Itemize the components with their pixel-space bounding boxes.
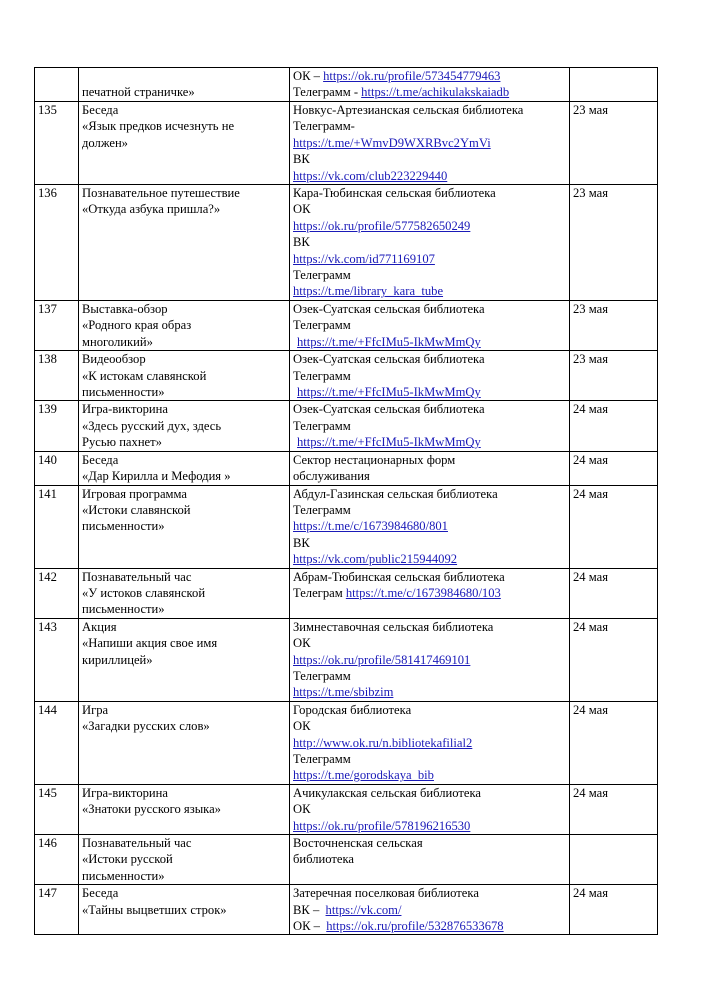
place-text: ОК xyxy=(293,636,311,651)
event-line: «Откуда азбука пришла?» xyxy=(82,202,221,217)
place-text: Затеречная поселковая библиотека xyxy=(293,886,479,901)
place-link[interactable]: http://www.ok.ru/n.bibliotekafilial2 xyxy=(293,735,473,750)
event-line: Познавательное путешествие xyxy=(82,186,240,201)
event-cell xyxy=(79,351,290,401)
place-cell xyxy=(290,68,570,102)
place-line xyxy=(293,151,566,167)
place-line xyxy=(293,635,566,651)
place-link[interactable]: https://t.me/sbibzim xyxy=(293,685,394,700)
place-line xyxy=(293,502,566,518)
place-text: обслуживания xyxy=(293,469,370,484)
row-number: 142 xyxy=(35,568,79,618)
place-cell xyxy=(290,301,570,351)
place-line xyxy=(293,168,566,184)
event-cell xyxy=(79,618,290,701)
event-cell xyxy=(79,885,290,935)
place-line xyxy=(293,283,566,299)
event-line: «К истокам славянской xyxy=(82,368,207,383)
table-row xyxy=(35,102,658,185)
place-text: Озек-Суатская сельская библиотека xyxy=(293,352,485,367)
event-cell xyxy=(79,301,290,351)
place-cell xyxy=(290,351,570,401)
place-cell xyxy=(290,485,570,568)
event-line: Акция xyxy=(82,619,117,634)
place-text: Городская библиотека xyxy=(293,702,412,717)
place-line xyxy=(293,735,566,751)
place-line xyxy=(293,234,566,250)
place-text: Телеграмм xyxy=(293,318,351,333)
event-cell xyxy=(79,784,290,834)
event-line: кириллицей» xyxy=(82,652,153,667)
row-number: 139 xyxy=(35,401,79,451)
place-link[interactable]: https://vk.com/id771169107 xyxy=(293,251,435,266)
place-link[interactable]: https://t.me/achikulakskaiadb xyxy=(361,85,510,100)
place-text: Озек-Суатская сельская библиотека xyxy=(293,302,485,317)
table-row xyxy=(35,835,658,885)
event-line: Познавательный час xyxy=(82,836,192,851)
place-cell xyxy=(290,784,570,834)
place-text: Кара-Тюбинская сельская библиотека xyxy=(293,186,496,201)
table-row xyxy=(35,451,658,485)
event-cell xyxy=(79,401,290,451)
row-number: 140 xyxy=(35,451,79,485)
place-text: ВК xyxy=(293,152,310,167)
event-line: печатной страничке» xyxy=(82,85,195,100)
event-line xyxy=(82,68,286,84)
place-text: Телеграмм xyxy=(293,502,351,517)
event-line: «Загадки русских слов» xyxy=(82,719,210,734)
place-text: Абрам-Тюбинская сельская библиотека xyxy=(293,569,505,584)
place-line xyxy=(293,68,566,84)
place-line xyxy=(293,267,566,283)
place-text: Восточненская сельская xyxy=(293,836,423,851)
event-date xyxy=(570,68,658,102)
place-line xyxy=(293,317,566,333)
place-text: Телеграмм xyxy=(293,368,351,383)
place-link[interactable]: https://vk.com/club223229440 xyxy=(293,168,448,183)
event-date: 24 мая xyxy=(570,701,658,784)
event-cell xyxy=(79,185,290,301)
place-line xyxy=(293,201,566,217)
event-line: «Знатоки русского языка» xyxy=(82,802,221,817)
events-table xyxy=(34,67,658,935)
place-line xyxy=(293,102,566,118)
table-row xyxy=(35,885,658,935)
event-line: «Язык предков исчезнуть не xyxy=(82,119,235,134)
table-row xyxy=(35,701,658,784)
place-cell xyxy=(290,885,570,935)
place-prefix: ВК – xyxy=(293,902,326,917)
place-line xyxy=(293,801,566,817)
table-row xyxy=(35,351,658,401)
event-date: 24 мая xyxy=(570,451,658,485)
table-row xyxy=(35,401,658,451)
place-line xyxy=(293,518,566,534)
event-date: 23 мая xyxy=(570,102,658,185)
place-link[interactable]: https://t.me/+FfcIMu5-IkMwMmQy xyxy=(297,334,481,349)
place-text: Телеграмм xyxy=(293,418,351,433)
event-line: письменности» xyxy=(82,868,165,883)
place-line xyxy=(293,785,566,801)
row-number: 143 xyxy=(35,618,79,701)
event-date xyxy=(570,835,658,885)
place-cell xyxy=(290,701,570,784)
place-link[interactable]: https://t.me/gorodskaya_bib xyxy=(293,768,434,783)
event-line: «Здесь русский дух, здесь xyxy=(82,418,222,433)
place-line xyxy=(293,185,566,201)
place-link[interactable]: https://t.me/library_kara_tube xyxy=(293,284,444,299)
place-line xyxy=(293,619,566,635)
event-date: 23 мая xyxy=(570,351,658,401)
place-line xyxy=(293,301,566,317)
place-line xyxy=(293,818,566,834)
event-line: «Напиши акция свое имя xyxy=(82,636,218,651)
place-link[interactable]: https://t.me/c/1673984680/103 xyxy=(345,585,501,600)
place-line xyxy=(293,652,566,668)
place-line xyxy=(293,251,566,267)
event-cell xyxy=(79,451,290,485)
place-prefix: ОК – xyxy=(293,69,324,83)
row-number: 146 xyxy=(35,835,79,885)
event-date: 24 мая xyxy=(570,784,658,834)
place-line xyxy=(293,84,566,100)
event-cell xyxy=(79,835,290,885)
place-prefix: Телеграм xyxy=(293,585,346,600)
event-line: письменности» xyxy=(82,602,165,617)
event-line: «У истоков славянской xyxy=(82,585,206,600)
place-link[interactable]: https://t.me/+FfcIMu5-IkMwMmQy xyxy=(297,435,481,450)
place-text: ВК xyxy=(293,535,310,550)
place-line xyxy=(293,434,566,450)
place-link[interactable]: https://vk.com/ xyxy=(325,902,402,917)
place-line xyxy=(293,702,566,718)
place-text: Телеграмм- xyxy=(293,119,355,134)
place-cell xyxy=(290,451,570,485)
place-text: Зимнеставочная сельская библиотека xyxy=(293,619,494,634)
row-number: 138 xyxy=(35,351,79,401)
place-text: Ачикулакская сельская библиотека xyxy=(293,785,481,800)
place-prefix: Телеграмм - xyxy=(293,85,362,100)
place-line xyxy=(293,351,566,367)
event-line: Игра-викторина xyxy=(82,785,168,800)
event-line: письменности» xyxy=(82,519,165,534)
place-cell xyxy=(290,102,570,185)
place-text: Телеграмм xyxy=(293,268,351,283)
row-number: 137 xyxy=(35,301,79,351)
place-text: Телеграмм xyxy=(293,668,351,683)
event-cell xyxy=(79,701,290,784)
place-line xyxy=(293,401,566,417)
place-line xyxy=(293,468,566,484)
event-line: Беседа xyxy=(82,103,119,117)
row-number: 147 xyxy=(35,885,79,935)
event-line: Видеообзор xyxy=(82,352,146,367)
place-text: библиотека xyxy=(293,852,355,867)
place-text: Озек-Суатская сельская библиотека xyxy=(293,402,485,417)
place-line xyxy=(293,885,566,901)
place-text: Телеграмм xyxy=(293,752,351,766)
event-line: Беседа xyxy=(82,886,119,901)
table-row xyxy=(35,485,658,568)
event-cell xyxy=(79,68,290,102)
place-line xyxy=(293,418,566,434)
place-line xyxy=(293,135,566,151)
place-link[interactable]: https://ok.ru/profile/532876533678 xyxy=(326,919,504,934)
place-line xyxy=(293,334,566,350)
event-line: «Истоки славянской xyxy=(82,502,191,517)
row-number: 145 xyxy=(35,784,79,834)
event-line: Беседа xyxy=(82,452,119,467)
place-text: Новкус-Артезианская сельская библиотека xyxy=(293,103,524,117)
event-line: должен» xyxy=(82,135,128,150)
event-line: многоликий» xyxy=(82,334,153,349)
event-line: Выставка-обзор xyxy=(82,302,168,317)
place-line xyxy=(293,535,566,551)
place-line xyxy=(293,718,566,734)
place-text: ОК xyxy=(293,719,311,734)
place-cell xyxy=(290,401,570,451)
event-line: письменности» xyxy=(82,385,165,400)
event-line: Русью пахнет» xyxy=(82,435,162,450)
event-line: Познавательный час xyxy=(82,569,192,584)
place-link[interactable]: https://ok.ru/profile/577582650249 xyxy=(293,218,471,233)
place-line xyxy=(293,569,566,585)
place-cell xyxy=(290,568,570,618)
place-line xyxy=(293,486,566,502)
place-cell xyxy=(290,185,570,301)
event-line: Игровая программа xyxy=(82,486,187,501)
event-line: Игра xyxy=(82,702,109,717)
place-text: ОК xyxy=(293,202,311,217)
event-date: 24 мая xyxy=(570,885,658,935)
place-line xyxy=(293,551,566,567)
place-line xyxy=(293,118,566,134)
place-link[interactable]: https://t.me/+FfcIMu5-IkMwMmQy xyxy=(297,385,481,400)
event-line: «Тайны выцветших строк» xyxy=(82,902,227,917)
events-table-body xyxy=(35,68,658,935)
event-date: 24 мая xyxy=(570,568,658,618)
event-date: 24 мая xyxy=(570,618,658,701)
place-cell xyxy=(290,618,570,701)
place-line xyxy=(293,835,566,851)
event-cell xyxy=(79,485,290,568)
table-row xyxy=(35,618,658,701)
table-row xyxy=(35,301,658,351)
place-link[interactable]: https://t.me/c/1673984680/801 xyxy=(293,519,448,534)
place-line xyxy=(293,751,566,767)
place-prefix: ОК – xyxy=(293,919,327,934)
event-line: «Дар Кирилла и Мефодия » xyxy=(82,469,231,484)
place-link[interactable]: https://ok.ru/profile/581417469101 xyxy=(293,652,471,667)
row-number xyxy=(35,68,79,102)
row-number: 136 xyxy=(35,185,79,301)
event-line: Игра-викторина xyxy=(82,402,168,417)
place-text: Сектор нестационарных форм xyxy=(293,452,456,467)
place-link[interactable]: https://ok.ru/profile/573454779463 xyxy=(323,69,501,83)
event-line: «Истоки русской xyxy=(82,852,173,867)
place-link[interactable]: https://t.me/+WmvD9WXRBvc2YmVi xyxy=(293,135,491,150)
row-number: 135 xyxy=(35,102,79,185)
place-line xyxy=(293,585,566,601)
table-row xyxy=(35,68,658,102)
place-line xyxy=(293,384,566,400)
place-link[interactable]: https://vk.com/public215944092 xyxy=(293,552,458,567)
event-date: 24 мая xyxy=(570,401,658,451)
event-cell xyxy=(79,568,290,618)
place-cell xyxy=(290,835,570,885)
table-row xyxy=(35,185,658,301)
place-text: Абдул-Газинская сельская библиотека xyxy=(293,486,498,501)
event-date: 23 мая xyxy=(570,301,658,351)
place-link[interactable]: https://ok.ru/profile/578196216530 xyxy=(293,818,471,833)
place-line xyxy=(293,668,566,684)
table-row xyxy=(35,784,658,834)
place-text: ВК xyxy=(293,235,310,250)
place-line xyxy=(293,918,566,934)
place-line xyxy=(293,902,566,918)
place-line xyxy=(293,368,566,384)
row-number: 141 xyxy=(35,485,79,568)
event-date: 24 мая xyxy=(570,485,658,568)
place-line xyxy=(293,452,566,468)
event-date: 23 мая xyxy=(570,185,658,301)
table-row xyxy=(35,568,658,618)
place-line xyxy=(293,218,566,234)
event-cell xyxy=(79,102,290,185)
place-line xyxy=(293,851,566,867)
event-line: «Родного края образ xyxy=(82,318,192,333)
row-number: 144 xyxy=(35,701,79,784)
place-text: ОК xyxy=(293,802,311,817)
place-line xyxy=(293,767,566,783)
place-line xyxy=(293,684,566,700)
